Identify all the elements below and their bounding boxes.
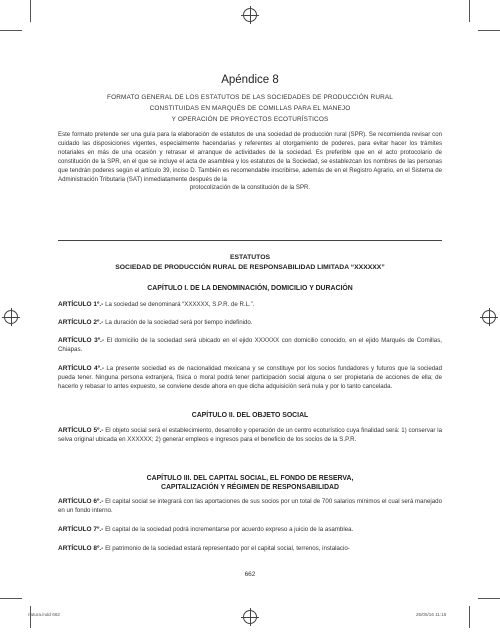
intro-text: Este formato pretende ser una guía para la elaboración de estatutos de una sociedad de producción rural (SPR). Se recomienda revisar con cuidado las disposiciones vigentes, especialmente hacendarias y referentes al otorgamiento de poderes, para evitar hacer los trámites notariales en más de una ocasión y retrasar el arranque de actividades de la sociedad. Es preferible que en el acto protocolario de constitución de la SPR, en el que se incluye el acta de asamblea y los estatutos de la Sociedad, se establezcan los nombres de las personas que tendrán poderes según el artículo 39, inciso D. También es recomendable inscribirse, además de en el Registro Agrario, en el Sistema de Administración Tributaria (SAT) inmediatamente después de la — [58, 131, 442, 183]
article — [58, 336, 442, 354]
footer-filename: natura.indd 662 — [28, 612, 60, 617]
appendix-title: Apéndice 8 — [221, 74, 279, 86]
article-text: La duración de la sociedad será por tiempo indefinido. — [105, 319, 253, 326]
statutes-title: ESTATUTOS — [229, 254, 271, 261]
crop-mark — [30, 0, 31, 22]
intro-last-line: protocolización de la constitución de la SPR. — [189, 184, 311, 192]
article-text: El objeto social será el establecimiento, desarrollo y operación de un centro ecoturístico cuya finalidad será: 1) conservar la selva original ubicada en XXXXXX; 2) generar empleos e ingresos para el beneficio de los socios de la S.P.R. — [58, 427, 442, 443]
article — [58, 364, 442, 391]
appendix-subtitle — [58, 92, 442, 125]
crop-mark — [469, 0, 470, 22]
article-label: ARTÍCULO 7º.- — [58, 526, 104, 533]
article-text: El capital de la sociedad podrá incrementarse por acuerdo expreso a juicio de la asamblea. — [105, 526, 354, 533]
registration-mark-icon — [4, 310, 18, 324]
statutes-heading — [58, 253, 442, 273]
chapter-heading: CAPÍTULO I. DE LA DENOMINACIÓN, DOMICILIO Y DURACIÓN — [147, 285, 353, 292]
registration-mark-icon — [482, 310, 496, 324]
article-text: El domicilio de la sociedad será ubicado en el ejido XXXXXX con domicilio conocido, en el ejido Marqués de Comillas, Chiapas. — [58, 337, 442, 353]
article-label: ARTÍCULO 5º.- — [58, 427, 104, 434]
appendix-subtitle-line: FORMATO GENERAL DE LOS ESTATUTOS DE LAS SOCIEDADES DE PRODUCCIÓN RURAL — [107, 94, 393, 101]
article — [58, 300, 442, 309]
crop-mark — [469, 606, 470, 628]
article-label: ARTÍCULO 8º.- — [58, 545, 104, 552]
article-text: El patrimonio de la sociedad estará representado por el capital social, terrenos, instalacio- — [105, 545, 350, 552]
crop-mark — [0, 30, 22, 31]
article-label: ARTÍCULO 1º.- — [58, 301, 104, 308]
article-label: ARTÍCULO 2º.- — [58, 319, 104, 326]
appendix-subtitle-line: CONSTITUIDAS EN MARQUÉS DE COMILLAS PARA EL MANEJO — [149, 105, 351, 112]
article-text: La sociedad se denominará “XXXXXX, S.P.R. de R.L.”. — [105, 301, 255, 308]
divider — [58, 240, 442, 241]
article-label: ARTÍCULO 6º.- — [58, 498, 104, 505]
crop-mark — [0, 598, 22, 599]
intro-paragraph — [58, 131, 442, 193]
footer-timestamp: 25/05/16 11:15 — [416, 612, 447, 617]
statutes-subtitle: SOCIEDAD DE PRODUCCIÓN RURAL DE RESPONSABILIDAD LIMITADA “XXXXXX” — [115, 264, 385, 271]
registration-mark-icon — [243, 8, 257, 22]
article — [58, 497, 442, 515]
article — [58, 544, 442, 553]
crop-mark — [30, 606, 31, 628]
article-text: El capital social se integrará con las aportaciones de sus socios por un total de 700 salarios mínimos el cual será manejado en un fondo interno. — [58, 498, 442, 514]
article — [58, 525, 442, 534]
article-label: ARTÍCULO 3º.- — [58, 337, 105, 344]
article-text: La presente sociedad es de nacionalidad mexicana y se constituye por los socios fundadores y futuros que la sociedad pueda tener. Ninguna persona extranjera, física o moral podrá tener participación social alguna o ser propietaria de acciones de ella; de hacerlo y rebasar lo antes expuesto, se conviene desde ahora en que dicha adquisición será nula y por lo tanto cancelada. — [58, 365, 442, 390]
article — [58, 318, 442, 327]
registration-mark-icon — [243, 610, 257, 624]
page-number: 662 — [244, 571, 256, 578]
article-label: ARTÍCULO 4º.- — [58, 365, 105, 372]
crop-mark — [478, 30, 500, 31]
appendix-subtitle-line: Y OPERACIÓN DE PROYECTOS ECOTURÍSTICOS — [171, 116, 329, 123]
chapter-heading: CAPÍTULO II. DEL OBJETO SOCIAL — [191, 412, 309, 419]
chapter-heading: CAPÍTULO III. DEL CAPITAL SOCIAL, EL FONDO DE RESERVA, CAPITALIZACIÓN Y RÉGIMEN DE RESPONSABILIDAD — [146, 475, 354, 491]
article — [58, 426, 442, 444]
crop-mark — [478, 598, 500, 599]
